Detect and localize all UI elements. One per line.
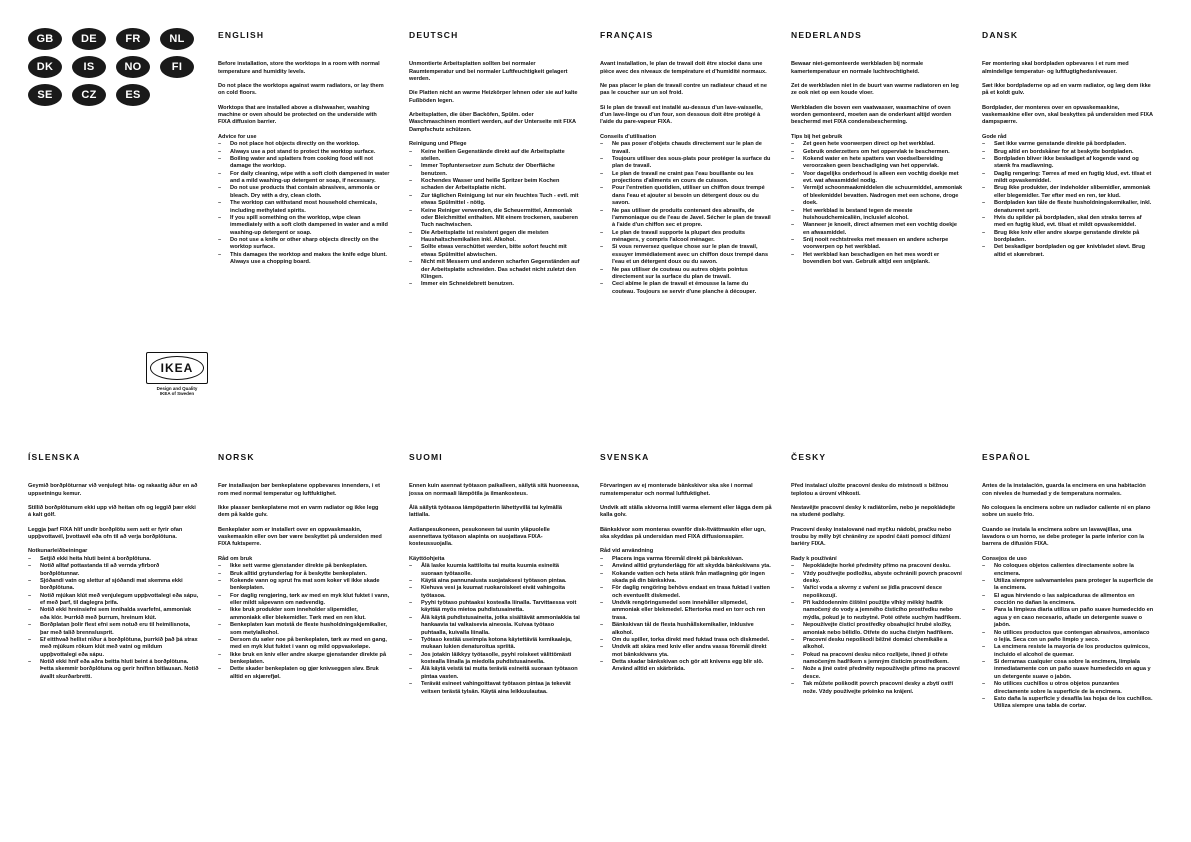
language-badge: IS — [72, 56, 106, 78]
advice-subheading: Consejos de uso — [982, 555, 1027, 562]
advice-item: – Älä laske kuumia kattiloita tai muita kuumia esineitä suoraan työtasolle. — [409, 563, 581, 578]
advice-item: – Brug ikke produkter, der indeholder slibemidler, ammoniak eller blegemidler. Tør efter med en ren, tør klud. — [982, 185, 1154, 200]
advice-item: – Bordpladen kan tåle de fleste husholdningskemikalier, inkl. denatureret sprit. — [982, 200, 1154, 215]
instruction-paragraph: Cuando se instala la encimera sobre un lavavajillas, una lavadora o un horno, se debe proteger la parte inferior con la barrera de difusión FIXA. — [982, 526, 1144, 548]
instruction-paragraph: Werkbladen die boven een vaatwasser, wasmachine of oven worden gemonteerd, moeten aan de onderkant altijd worden beschermd met FIXA condensbescherming. — [791, 104, 952, 126]
instruction-paragraph: Sæt ikke bordpladerne op ad en varm radiator, og læg dem ikke på et koldt gulv. — [982, 82, 1151, 97]
advice-item: – Jos jotakin läikkyy työtasolle, pyyhi roiskeet välittömästi kostealla liinalla ja miedolla puhdistusaineella. — [409, 652, 581, 667]
advice-subheading: Käyttöohjeita — [409, 555, 445, 562]
advice-item: – Immer Topfuntersetzer zum Schutz der Oberfläche benutzen. — [409, 163, 581, 178]
instruction-paragraph: Arbeitsplatten, die über Backöfen, Spülm. oder Waschmaschinen montiert werden, auf der Unterseite mit FIXA Dampfschutz schützen. — [409, 112, 576, 133]
advice-item: – Do not use a knife or other sharp objects directly on the worktop surface. — [218, 237, 390, 252]
advice-subheading: Notkunarleiðbeiningar — [28, 548, 88, 555]
advice-item: – Placera inga varma föremål direkt på bänkskivan. — [600, 556, 772, 563]
advice-list — [409, 563, 581, 696]
advice-item: – Notið mjúkan klút með venjulegum uppþvottalegi eða sápu, ef með þarf, til daglegra þrifa. — [28, 593, 200, 608]
advice-item: – Le plan de travail ne craint pas l'eau bouillante ou les projections d'aliments en cours de cuisson. — [600, 171, 772, 186]
instruction-paragraph: Bordplader, der monteres over en opvaskemaskine, vaskemaskine eller ovn, skal beskyttes på undersiden med FIXA dampspærre. — [982, 104, 1153, 126]
column-heading: ENGLISH — [218, 30, 265, 40]
advice-item: – El agua hirviendo o las salpicaduras de alimentos en cocción no dañan la encimera. — [982, 593, 1154, 608]
advice-list — [600, 141, 772, 296]
instruction-paragraph: Älä säilytä työtasoa lämpöpatterin lähettyvillä tai kylmällä lattialla. — [409, 504, 562, 519]
instruction-paragraph: Bänkskivor som monteras ovanför disk-/tvättmaskin eller ugn, ska skyddas på undersidan med FIXA diffusionsspärr. — [600, 526, 766, 541]
advice-item: – Sollte etwas verschüttet werden, bitte sofort feucht mit etwas Spülmittel abwischen. — [409, 244, 581, 259]
advice-item: – Vermijd schoonmaakmiddelen die schuurmiddel, ammoniak of bleekmiddel bevatten. Nadrogen met een schone, droge doek. — [791, 185, 963, 207]
advice-item: – Esto daña la superficie y desafila las hojas de los cuchillos. Utiliza siempre una tabla de cortar. — [982, 696, 1154, 711]
advice-item: – Gebruik onderzetters om het oppervlak te beschermen. — [791, 149, 963, 156]
language-badge: DE — [72, 28, 106, 50]
language-badge: FI — [160, 56, 194, 78]
advice-item: – Ne pas utiliser de couteau ou autres objets pointus directement sur la surface du plan de travail. — [600, 267, 772, 282]
advice-item: – Boiling water and splatters from cooking food will not damage the worktop. — [218, 156, 390, 171]
advice-item: – Kokande vatten och heta stänk från matlagning gör ingen skada på din bänkskiva. — [600, 571, 772, 586]
language-badge: GB — [28, 28, 62, 50]
advice-item: – No utilices cuchillos u otros objetos punzantes directamente sobre la superficie de la encimera. — [982, 681, 1154, 696]
advice-item: – Utiliza siempre salvamanteles para proteger la superficie de la encimera. — [982, 578, 1154, 593]
advice-list — [791, 141, 963, 266]
advice-item: – Använd alltid grytunderlägg för att skydda bänkskivans yta. — [600, 563, 772, 570]
advice-item: – Vařící voda a skvrny z vaření se jídla pracovní desce nepoškozují. — [791, 585, 963, 600]
advice-item: – Toujours utiliser des sous-plats pour protéger la surface du plan de travail. — [600, 156, 772, 171]
advice-item: – Undvik att skära med kniv eller andra vassa föremål direkt mot bänkskivans yta. — [600, 644, 772, 659]
advice-item: – Älä käytä veistä tai muita teräviä esineitä suoraan työtason pintaa vasten. — [409, 666, 581, 681]
advice-item: – If you spill something on the worktop, wipe clean immediately with a soft cloth dampened in water and a mild washing-up detergent or soap. — [218, 215, 390, 237]
advice-item: – Het werkblad kan beschadigen en het mes wordt er bovendien bot van. Gebruik altijd een snijplank. — [791, 252, 963, 267]
advice-subheading: Råd om bruk — [218, 555, 253, 562]
advice-item: – Undvik rengöringsmedel som innehåller slipmedel, ammoniak eller blekmedel. Eftertorka med en torr och ren trasa. — [600, 600, 772, 622]
advice-item: – Pyyhi työtaso puhtaaksi kostealla liinalla. Tarvittaessa voit käyttää myös mietoa puhdistusainetta. — [409, 600, 581, 615]
language-badge: NL — [160, 28, 194, 50]
instruction-paragraph: Ennen kuin asennat työtason paikalleen, säilytä sitä huoneessa, jossa on normaali lämpötila ja ilmankosteus. — [409, 483, 580, 497]
column-heading: ČESKY — [791, 452, 827, 462]
column-heading: DEUTSCH — [409, 30, 459, 40]
advice-item: – Zet geen hete voorwerpen direct op het werkblad. — [791, 141, 963, 148]
advice-list — [28, 556, 200, 681]
language-column — [982, 30, 1154, 259]
advice-item: – För daglig rengöring behövs endast en trasa fuktad i vatten och eventuellt diskmedel. — [600, 585, 772, 600]
logo-mark — [146, 352, 208, 384]
advice-item: – Pokud na pracovní desku něco rozlijete, ihned ji otřete namočeným hadříkem s jemným čisticím prostředkem. — [791, 652, 963, 667]
language-badge: DK — [28, 56, 62, 78]
advice-item: – Ikke bruk en kniv eller andre skarpe gjenstander direkte på benkeplaten. — [218, 652, 390, 667]
advice-item: – This damages the worktop and makes the knife edge blunt. Always use a chopping board. — [218, 252, 390, 267]
language-column — [982, 452, 1154, 711]
language-column — [791, 452, 963, 696]
column-heading: NEDERLANDS — [791, 30, 863, 40]
instruction-paragraph: Leggja þarf FIXA hlíf undir borðplötu sem sett er fyrir ofan uppþvottavél, þvottavél eða ofn til að verja borðplötuna. — [28, 526, 183, 541]
advice-item: – Työtaso kestää useimpia kotona käytettäviä kemikaaleja, mukaan lukien denaturoitua spriitä. — [409, 637, 581, 652]
instruction-paragraph: Før installasjon bør benkeplatene oppbevares innendørs, i et rom med normal temperatur og luftfuktighet. — [218, 483, 380, 497]
language-badge: NO — [116, 56, 150, 78]
advice-item: – Ne pas utiliser de produits contenant des abrasifs, de l'ammoniaque ou de l'eau de Javel. Sécher le plan de travail à l'aide d'un chiffon sec et propre. — [600, 208, 772, 230]
instruction-paragraph: Geymið borðplöturnar við venjulegt hita- og rakastig áður en að uppsetningu kemur. — [28, 483, 198, 497]
instruction-paragraph: Ne pas placer le plan de travail contre un radiateur chaud et ne pas le coucher sur un sol froid. — [600, 82, 767, 97]
instruction-paragraph: Do not place the worktops against warm radiators, or lay them on cold floors. — [218, 82, 384, 97]
column-heading: ESPAÑOL — [982, 452, 1031, 462]
instruction-paragraph: Před instalací uložte pracovní desku do místnosti s běžnou teplotou a úrovní vlhkosti. — [791, 483, 949, 497]
advice-item: – Para la limpieza diaria utiliza un paño suave humedecido en agua y en caso necesario, añade un detergente suave o jabón. — [982, 607, 1154, 629]
advice-item: – Ikke sett varme gjenstander direkte på benkeplaten. — [218, 563, 390, 570]
language-badge: SE — [28, 84, 62, 106]
advice-item: – Le plan de travail supporte la plupart des produits ménagers, y compris l'alcool ménager. — [600, 230, 772, 245]
advice-item: – Ef eitthvað hellist niður á borðplötuna, þurrkið það þá strax með mjúkum rökum klút með vatni og mildum uppþvottalegi eða sápu. — [28, 637, 200, 659]
instruction-paragraph: Undvik att ställa skivorna intill varma element eller lägga dem på kalla golv. — [600, 504, 772, 519]
advice-item: – Wanneer je knoeit, direct afnemen met een vochtig doekje en afwasmiddel. — [791, 222, 963, 237]
language-badge: ES — [116, 84, 150, 106]
advice-item: – Nepoužívejte čisticí prostředky obsahující hrubé složky, amoniak nebo bělidlo. Otřete do sucha čistým hadříkem. — [791, 622, 963, 637]
advice-item: – Kochendes Wasser und heiße Spritzer beim Kochen schaden der Arbeitsplatte nicht. — [409, 178, 581, 193]
advice-item: – Snij nooit rechtstreeks met messen en andere scherpe voorwerpen op het werkblad. — [791, 237, 963, 252]
advice-item: – Voor dagelijks onderhoud is alleen een vochtig doekje met evt. wat afwasmiddel nodig. — [791, 171, 963, 186]
advice-item: – Tak můžete poškodit povrch pracovní desky a zbytí ostří nože. Vždy používejte prkénko na krájení. — [791, 681, 963, 696]
advice-item: – Det beskadiger bordpladen og gør knivbladet sløvt. Brug altid et skærebræt. — [982, 244, 1154, 259]
advice-list — [982, 563, 1154, 711]
advice-item: – Při každodenním čištění použijte vlhký měkký hadřík namočený do vody a jemného čisticího prostředku nebo mýdla, pokud je to nezbytné. Poté otřete suchým hadříkem. — [791, 600, 963, 622]
advice-list — [600, 556, 772, 674]
ikea-logo — [146, 352, 208, 397]
logo-wordmark: IKEA — [150, 356, 204, 380]
advice-list — [791, 563, 963, 696]
instruction-paragraph: Si le plan de travail est installé au-dessus d'un lave-vaisselle, d'un lave-linge ou d'un four, son dessous doit être protégé à l'aide du pare-vapeur FIXA. — [600, 104, 763, 126]
advice-item: – Immer ein Schneidebrett benutzen. — [409, 281, 581, 288]
instruction-paragraph: Nestavějte pracovní desky k radiátorům, nebo je nepokládejte na studené podlahy. — [791, 504, 956, 519]
language-badge: CZ — [72, 84, 106, 106]
instruction-paragraph: Antes de la instalación, guarda la encimera en una habitación con niveles de humedad y de temperatura normales. — [982, 483, 1146, 497]
logo-caption — [157, 386, 198, 397]
advice-item: – Benkeplaten kan motstå de fleste husholdningskjemikalier, som metylalkohol. — [218, 622, 390, 637]
advice-item: – Käytä aina pannunalusta suojataksesi työtason pintaa. — [409, 578, 581, 585]
advice-item: – Älä käytä puhdistusaineita, jotka sisältävät ammoniakkia tai hankaavia tai valkaisevia aineosia. Kuivaa työtaso puhtaalla, kuivalla liinalla. — [409, 615, 581, 637]
advice-item: – Dersom du søler noe på benkeplaten, tørk av med en gang, med en myk klut fuktet i vann og mild oppvaskeløpe. — [218, 637, 390, 652]
instruction-paragraph: Før montering skal bordpladen opbevares i et rum med almindelige temperatur- og luftfugtighedsniveauer. — [982, 61, 1129, 75]
advice-item: – Bänkskivan tål de flesta hushållskemikalier, inklusive alkohol. — [600, 622, 772, 637]
advice-item: – The worktop can withstand most household chemicals, including methylated spirits. — [218, 200, 390, 215]
advice-subheading: Gode råd — [982, 133, 1007, 140]
language-column — [791, 30, 963, 267]
advice-item: – Vždy používejte podložku, abyste ochránili povrch pracovní desky. — [791, 571, 963, 586]
instruction-paragraph: Before installation, store the worktops in a room with normal temperature and humidity levels. — [218, 61, 380, 75]
advice-item: – Terävät esineet vahingoittavat työtason pintaa ja tekevät veitsen terästä tylsän. Käytä aina leikkuulautaa. — [409, 681, 581, 696]
advice-subheading: Rady k používání — [791, 555, 837, 562]
advice-item: – Bordpladen bliver ikke beskadiget af kogende vand og stænk fra madlavning. — [982, 156, 1154, 171]
advice-list — [982, 141, 1154, 259]
advice-subheading: Tips bij het gebruik — [791, 133, 843, 140]
advice-item: – Ceci abîme le plan de travail et émousse la lame du couteau. Toujours se servir d'une planche à découper. — [600, 281, 772, 296]
advice-item: – Pracovní desku nepoškodí běžné domácí chemikálie a alkohol. — [791, 637, 963, 652]
advice-item: – La encimera resiste la mayoría de los productos químicos, incluido el alcohol de quemar. — [982, 644, 1154, 659]
advice-item: – Borðplatan þolir flest efni sem notuð eru til heimilisnota, þar með talið brennslusprit. — [28, 622, 200, 637]
advice-item: – Zur täglichen Reinigung ist nur ein feuchtes Tuch - evtl. mit etwas Spülmittel - nötig. — [409, 193, 581, 208]
advice-item: – Kiehuva vesi ja kuumat ruokaroiskeet eivät vahingoita työtasoa. — [409, 585, 581, 600]
language-badge: FR — [116, 28, 150, 50]
column-heading: FRANÇAIS — [600, 30, 654, 40]
advice-item: – Brug ikke kniv eller andre skarpe genstande direkte på bordpladen. — [982, 230, 1154, 245]
advice-item: – Nicht mit Messern und anderen scharfen Gegenständen auf der Arbeitsplatte schneiden. Das schadet nicht zuletzt den Klingen. — [409, 259, 581, 281]
advice-item: – Always use a pot stand to protect the worktop surface. — [218, 149, 390, 156]
advice-item: – For daily cleaning, wipe with a soft cloth dampened in water and a mild washing-up detergent or soap, if necessary. — [218, 171, 390, 186]
column-heading: DANSK — [982, 30, 1019, 40]
language-column — [218, 30, 390, 267]
advice-subheading: Conseils d'utilisation — [600, 133, 657, 140]
advice-subheading: Advice for use — [218, 133, 257, 140]
instruction-paragraph: Pracovní desky instalované nad myčku nádobí, pračku nebo troubu by měly být chráněny ze spodní části pomocí difúzní bariéry FIXA. — [791, 526, 952, 548]
advice-item: – Hvis du spilder på bordpladen, skal den straks tørres af med en fugtig klud, evt. tilsat et mildt opvaskemiddel. — [982, 215, 1154, 230]
advice-list — [218, 141, 390, 266]
instruction-paragraph: Stillið borðplötunum ekki upp við heitan ofn og leggið þær ekki á kalt gólf. — [28, 504, 196, 519]
advice-item: – Si derramas cualquier cosa sobre la encimera, límpiala inmediatamente con un paño suave humedecido en agua y un detergente suave o jabón. — [982, 659, 1154, 681]
advice-item: – Ikke bruk produkter som inneholder slipemidler, ammoniakk eller blekemidler. Tørk med en ren klut. — [218, 607, 390, 622]
language-column — [600, 30, 772, 296]
language-column — [218, 452, 390, 681]
advice-item: – Pour l'entretien quotidien, utiliser un chiffon doux trempé dans l'eau et ajouter si besoin un détergent doux ou du savon. — [600, 185, 772, 207]
advice-item: – For daglig rengjøring, tørk av med en myk klut fuktet i vann, eller mildt såpevann om nødvendig. — [218, 593, 390, 608]
advice-item: – Setjið ekki heita hluti beint á borðplötuna. — [28, 556, 200, 563]
advice-item: – Het werkblad is bestand tegen de meeste huishoudchemicaliën, inclusief alcohol. — [791, 208, 963, 223]
instruction-paragraph: Unmontierte Arbeitsplatten sollten bei normaler Raumtemperatur und bei normaler Luftfeuchtigkeit gelagert werden. — [409, 61, 568, 82]
advice-item: – Om du spiller, torka direkt med fuktad trasa och diskmedel. — [600, 637, 772, 644]
logo-caption-line: Design and Quality — [156, 386, 198, 391]
instruction-paragraph: Zet de werkbladen niet in de buurt van warme radiatoren en leg ze ook niet op een koude vloer. — [791, 82, 959, 97]
advice-list — [218, 563, 390, 681]
instruction-paragraph: Die Platten nicht an warme Heizkörper lehnen oder sie auf kalte Fußböden legen. — [409, 90, 578, 104]
advice-item: – Detta skadar bänkskivan och gör att knivens egg blir slö. Använd alltid en skärbräda. — [600, 659, 772, 674]
instruction-paragraph: No coloques la encimera sobre un radiador caliente ni en plano sobre un suelo frío. — [982, 504, 1151, 519]
advice-item: – Dette skader benkeplaten og gjør knivseggen sløv. Bruk alltid en skjærefjøl. — [218, 666, 390, 681]
instruction-paragraph: Benkeplater som er installert over en oppvaskmaskin, vaskemaskin eller ovn bør være beskyttet på undersiden med FIXA fuktsperre. — [218, 526, 382, 548]
advice-item: – Nepokládejte horké předměty přímo na pracovní desku. — [791, 563, 963, 570]
advice-item: – Sæt ikke varme genstande direkte på bordpladen. — [982, 141, 1154, 148]
advice-item: – Ne pas poser d'objets chauds directement sur le plan de travail. — [600, 141, 772, 156]
advice-item: – Notið ekki hreinsiefni sem innihalda svarfefni, ammoníak eða klór. Þurrkið með þurrum, hreinum klút. — [28, 607, 200, 622]
advice-subheading: Reinigung und Pflege — [409, 141, 467, 148]
instruction-paragraph: Ikke plasser benkeplatene mot en varm radiator og ikke legg dem på kalde gulv. — [218, 504, 379, 519]
column-heading: SUOMI — [409, 452, 443, 462]
language-column — [600, 452, 772, 674]
advice-item: – Nože a jiné ostré předměty nepoužívejte přímo na pracovní desce. — [791, 666, 963, 681]
advice-item: – Sjóðandi vatn og slettur af sjóðandi mat skemma ekki borðplötuna. — [28, 578, 200, 593]
instruction-paragraph: Bewaar niet-gemonteerde werkbladen bij normale kamertemperatuur en normale luchtvochtigheid. — [791, 61, 924, 75]
advice-item: – Kokende vann og sprut fra mat som koker vil ikke skade benkeplaten. — [218, 578, 390, 593]
instruction-paragraph: Förvaringen av ej monterade bänkskivor ska ske i normal rumstemperatur och normal luftfuktighet. — [600, 483, 753, 497]
advice-item: – Die Arbeitsplatte ist resistent gegen die meisten Haushaltschemikalien inkl. Alkohol. — [409, 230, 581, 245]
advice-item: – Keine heißen Gegenstände direkt auf die Arbeitsplatte stellen. — [409, 149, 581, 164]
advice-item: – Bruk alltid grytunderlag for å beskytte benkeplaten. — [218, 571, 390, 578]
column-heading: SVENSKA — [600, 452, 650, 462]
advice-item: – Keine Reiniger verwenden, die Scheuermittel, Ammoniak oder Bleichmittel enthalten. Mit einem trockenen, sauberen Tuch nachwischen. — [409, 208, 581, 230]
advice-item: – Do not use products that contain abrasives, ammonia or bleach. Dry with a dry, clean cloth. — [218, 185, 390, 200]
instruction-paragraph: Worktops that are installed above a dishwasher, washing machine or oven should be protected on the underside with FIXA diffusion barrier. — [218, 104, 377, 126]
column-heading: ÍSLENSKA — [28, 452, 81, 462]
language-column — [409, 30, 581, 289]
advice-item: – Notið alltaf pottastanda til að vernda yfirborð borðplötunnar. — [28, 563, 200, 578]
instruction-paragraph: Avant installation, le plan de travail doit être stocké dans une pièce avec des niveaux de température et d'humidité normaux. — [600, 61, 767, 75]
advice-item: – Daglig rengøring: Tørres af med en fugtig klud, evt. tilsat et mildt opvaskemiddel. — [982, 171, 1154, 186]
advice-item: – Do not place hot objects directly on the worktop. — [218, 141, 390, 148]
advice-subheading: Råd vid användning — [600, 548, 654, 555]
advice-item: – No coloques objetos calientes directamente sobre la encimera. — [982, 563, 1154, 578]
advice-item: – Brug altid en bordskåner for at beskytte bordpladen. — [982, 149, 1154, 156]
language-column — [409, 452, 581, 696]
advice-item: – No utilices productos que contengan abrasivos, amoníaco o lejía. Seca con un paño limpio y seco. — [982, 630, 1154, 645]
advice-list — [409, 149, 581, 289]
column-heading: NORSK — [218, 452, 255, 462]
instruction-paragraph: Astianpesukoneen, pesukoneen tai uunin yläpuolelle asennettava työtason alapinta on suojattava FIXA-kosteussuojalla. — [409, 526, 550, 548]
advice-item: – Si vous renversez quelque chose sur le plan de travail, essuyer immédiatement avec un chiffon doux trempé dans l'eau et un détergent doux ou du savon. — [600, 244, 772, 266]
advice-item: – Kokend water en hete spatters van voedselbereiding veroorzaken geen beschadiging van het oppervlak. — [791, 156, 963, 171]
advice-item: – Notið ekki hníf eða aðra beitta hluti beint á borðplötuna. Þetta skemmir borðplötuna og gerir hnífinn bitlausan. Notið ávallt skurðarbretti. — [28, 659, 200, 681]
logo-caption-line: IKEA of Sweden — [159, 391, 195, 397]
language-column — [28, 452, 200, 681]
language-badges — [28, 28, 203, 106]
